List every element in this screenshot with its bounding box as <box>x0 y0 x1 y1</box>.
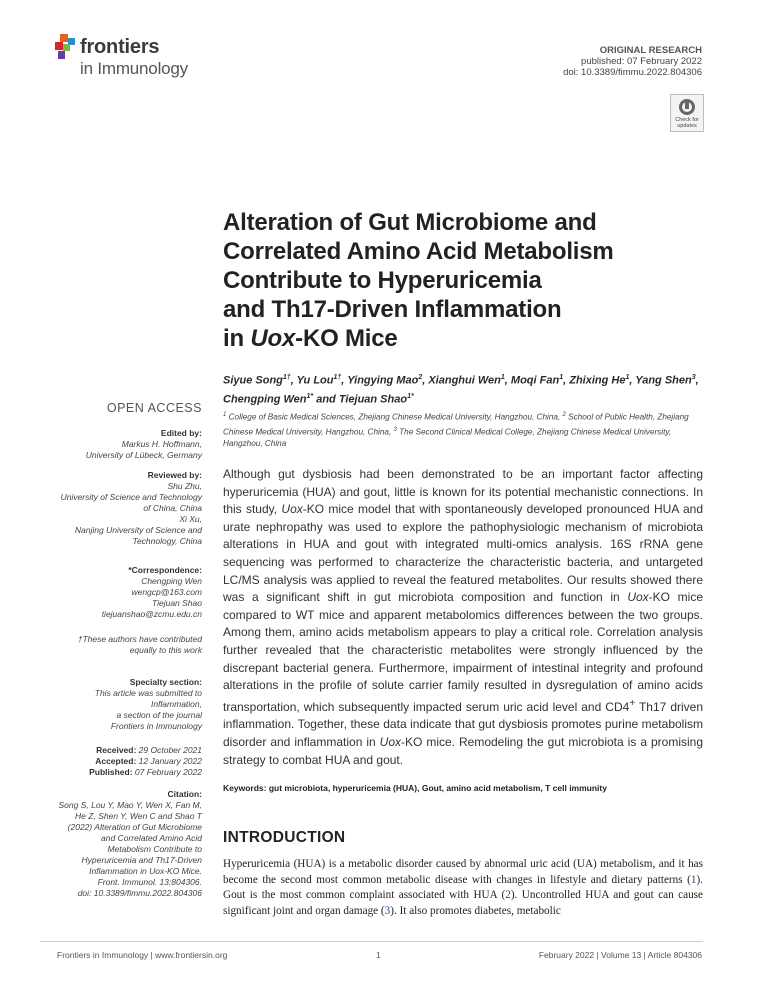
abstract-text: Although gut dysbiosis had been demonstrated to be an important factor affecting hyperuricemia (HUA) and gout, little is known for its potential mechanistic connections. In this study, <box>223 467 703 517</box>
section-heading: Edited by: <box>160 428 202 438</box>
date-value: 12 January 2022 <box>136 756 202 766</box>
affiliation: School of Public Health, Zhejiang Chinese Medical University, Hangzhou, China, <box>223 412 689 437</box>
journal-logo-name: frontiers <box>80 36 160 58</box>
affiliation: The Second Clinical Medical College, Zhejiang Chinese Medical University, Hangzhou, China <box>223 427 672 449</box>
section-heading: Specialty section: <box>129 677 202 687</box>
title-italic-gene: Uox <box>250 325 296 352</box>
article-type: ORIGINAL RESEARCH <box>599 45 702 56</box>
article-meta <box>563 45 702 78</box>
abstract-text: Th17 driven inflammation. Together, these data indicate that gut dysbiosis promotes purine metabolism disorder and inflammation in <box>223 699 703 749</box>
title-line <box>223 324 703 353</box>
affil-sup: 2 <box>562 412 566 418</box>
citation-section <box>40 789 202 899</box>
footer-journal[interactable]: Frontiers in Immunology | www.frontiersin.org <box>57 950 228 960</box>
abstract-sup: + <box>629 697 636 709</box>
author[interactable]: Yu Lou <box>296 374 334 387</box>
author-sup: 2 <box>418 374 423 381</box>
body-text: ). Uncontrolled HUA and gout can cause significant joint and organ damage ( <box>223 889 703 917</box>
sidebar-line: (2022) Alteration of Gut Microbiome <box>67 822 202 832</box>
affiliation: College of Basic Medical Sciences, Zhejiang Chinese Medical University, Hangzhou, China, <box>226 412 563 422</box>
check-updates-icon <box>678 98 696 116</box>
sidebar-line: Hyperuricemia and Th17-Driven <box>81 855 202 865</box>
title-line: Contribute to Hyperuricemia <box>223 267 542 294</box>
sidebar-line: and Correlated Amino Acid <box>101 833 202 843</box>
page-number: 1 <box>376 950 381 960</box>
email-link[interactable]: wengcp@163.com <box>131 587 202 597</box>
edited-by-section <box>40 428 202 461</box>
author-sup: 1 <box>625 374 630 381</box>
body-text: ). It also promotes diabetes, metabolic <box>390 904 561 917</box>
sidebar-line: †These authors have contributed <box>77 634 202 644</box>
affil-sup: 1 <box>223 412 227 418</box>
sidebar-line: Tiejuan Shao <box>151 598 202 608</box>
section-heading: Reviewed by: <box>147 470 202 480</box>
check-updates-label: Check for <box>675 117 699 123</box>
author-sup: 1 <box>559 374 564 381</box>
published-date: published: 07 February 2022 <box>581 56 702 67</box>
sidebar-line: equally to this work <box>129 645 202 655</box>
body-text: Hyperuricemia (HUA) is a metabolic disorder caused by abnormal uric acid (UA) metabolism, and it has become the second most common metabolic disease with changes in lifestyle and dietary patterns ( <box>223 858 703 886</box>
sidebar-line: Front. Immunol. 13:804306. <box>97 877 202 887</box>
introduction-paragraph <box>223 857 703 919</box>
date-label: Published: <box>89 767 133 777</box>
title-prefix: in <box>223 325 251 352</box>
abstract-italic: Uox <box>627 590 649 605</box>
author-sup: 1† <box>282 374 291 381</box>
author[interactable]: Yingying Mao <box>347 374 419 387</box>
abstract-text: -KO mice model that with spontaneously developed pronounced HUA and urate nephropathy was used to explore the pathophysiologic mechanism of microbiota alterations in HUA and gout with integrated multi-omics analysis. 16S rRNA gene sequencing was performed to characterize the characteristic bacteria, and untargeted LC/MS analysis was applied to reveal the featured metabolites. Our results showed there was a significant shift in gut microbiota composition and function in <box>223 502 704 605</box>
abstract <box>223 466 703 769</box>
citation-link[interactable]: 1 <box>690 873 697 886</box>
sidebar-line: Technology, China <box>132 536 202 546</box>
footer-divider <box>40 941 703 942</box>
accepted-date <box>40 756 202 767</box>
author-sup: 1† <box>333 374 342 381</box>
sidebar-line: a section of the journal <box>116 710 202 720</box>
date-value: 29 October 2021 <box>136 745 202 755</box>
sidebar-line: Markus H. Hoffmann, <box>121 439 202 449</box>
journal-logo-subtitle: in Immunology <box>80 59 188 78</box>
email-link[interactable]: tiejuanshao@zcmu.edu.cn <box>101 609 202 619</box>
abstract-italic: Uox <box>379 734 402 749</box>
sidebar-line: Chengping Wen <box>141 576 202 586</box>
sidebar-line: Inflammation in Uox-KO Mice. <box>89 866 202 876</box>
abstract-text: -KO mice compared to WT mice and apparent metabolomics differences between the two groups. Among them, amino acids metabolism appears to play a critical role. Correlation analysis further revealed that the characteristic metabolites were strongly influenced by the discrepant bacterial genera. Furthermore, impairment of intestinal integrity and profound alterations in the profile of solute carrier family resulted in dysregulation of amino acids transportation, which subsequently impacted serum uric acid level and CD4 <box>223 590 703 714</box>
sidebar-line: Frontiers in Immunology <box>110 721 202 731</box>
author[interactable]: Xianghui Wen <box>428 374 501 387</box>
published-date-side <box>40 767 202 778</box>
affil-sup: 3 <box>393 426 397 433</box>
author[interactable]: Siyue Song <box>223 374 283 387</box>
section-heading-introduction: INTRODUCTION <box>223 829 346 846</box>
author[interactable]: Yang Shen <box>635 374 692 387</box>
sidebar-line: Xi Xu, <box>179 514 202 524</box>
check-for-updates-button[interactable] <box>670 94 704 132</box>
date-label: Received: <box>96 745 137 755</box>
sidebar-line: of China, China <box>143 503 202 513</box>
frontiers-logo-icon <box>55 34 77 60</box>
title-line: Correlated Amino Acid Metabolism <box>223 238 614 265</box>
section-heading: Citation: <box>167 789 202 799</box>
sidebar-line: Metabolism Contribute to <box>107 844 202 854</box>
author-sup: 1 <box>500 374 505 381</box>
abstract-text: -KO mice. Remodeling the gut microbiota is a promising strategy to combat HUA and gout. <box>223 734 703 767</box>
body-text: ). Gout is the most common complaint associated with HUA ( <box>223 873 703 901</box>
sidebar-line: Nanjing University of Science and <box>74 525 202 535</box>
article-doi[interactable]: doi: 10.3389/fimmu.2022.804306 <box>563 67 702 78</box>
citation-link[interactable]: 2 <box>505 889 511 901</box>
sidebar-line: University of Science and Technology <box>60 492 202 502</box>
equal-contribution-note <box>40 634 202 656</box>
check-updates-label-2: updates <box>677 123 697 129</box>
article-title <box>223 208 703 353</box>
sidebar-line: Shu Zhu, <box>167 481 202 491</box>
sidebar-line: University of Lübeck, Germany <box>85 450 202 460</box>
sidebar-line: He Z, Shen Y, Wen C and Shao T <box>75 811 202 821</box>
dates-section <box>40 745 202 778</box>
specialty-section <box>40 677 202 732</box>
footer-issue: February 2022 | Volume 13 | Article 804306 <box>538 950 702 960</box>
received-date <box>40 745 202 756</box>
reviewed-by-section <box>40 470 202 547</box>
sidebar-line: Inflammation, <box>150 699 202 709</box>
author[interactable]: Tiejuan Shao <box>338 393 408 406</box>
title-suffix: -KO Mice <box>295 325 398 352</box>
citation-doi-link[interactable]: doi: 10.3389/fimmu.2022.804306 <box>77 888 202 898</box>
abstract-italic: Uox <box>281 502 303 517</box>
author[interactable]: Chengping Wen <box>223 393 307 406</box>
title-line: and Th17-Driven Inflammation <box>223 296 562 323</box>
sidebar-line: This article was submitted to <box>94 688 202 698</box>
sidebar-line: Song S, Lou Y, Mao Y, Wen X, Fan M, <box>58 800 202 810</box>
keywords: Keywords: gut microbiota, hyperuricemia (HUA), Gout, amino acid metabolism, T cell immunity <box>223 783 607 793</box>
citation-link[interactable]: 3 <box>384 904 391 917</box>
author[interactable]: Zhixing He <box>569 374 626 387</box>
title-line: Alteration of Gut Microbiome and <box>223 209 597 236</box>
author-sup: 1* <box>407 392 414 400</box>
author[interactable]: Moqi Fan <box>510 374 560 387</box>
author-sup: 3 <box>691 374 696 381</box>
open-access-label: OPEN ACCESS <box>106 401 202 415</box>
correspondence-section <box>40 565 202 620</box>
author-sup: 1* <box>306 392 314 400</box>
section-heading: *Correspondence: <box>128 565 202 575</box>
date-value: 07 February 2022 <box>132 767 202 777</box>
affiliations <box>223 409 703 450</box>
author-list: Siyue Song$^{1\dagger}$, Yu Lou$^{1\dagger}$, Yingying Mao$^2$, Xianghui Wen$^1$, Moqi Fan$^1$, Zhixing He$^1$, Yang Shen$^3$, Chengping Wen$^{1*}$ and Tiejuan Shao$^{1*}$ <box>223 374 699 406</box>
date-label: Accepted: <box>95 756 137 766</box>
